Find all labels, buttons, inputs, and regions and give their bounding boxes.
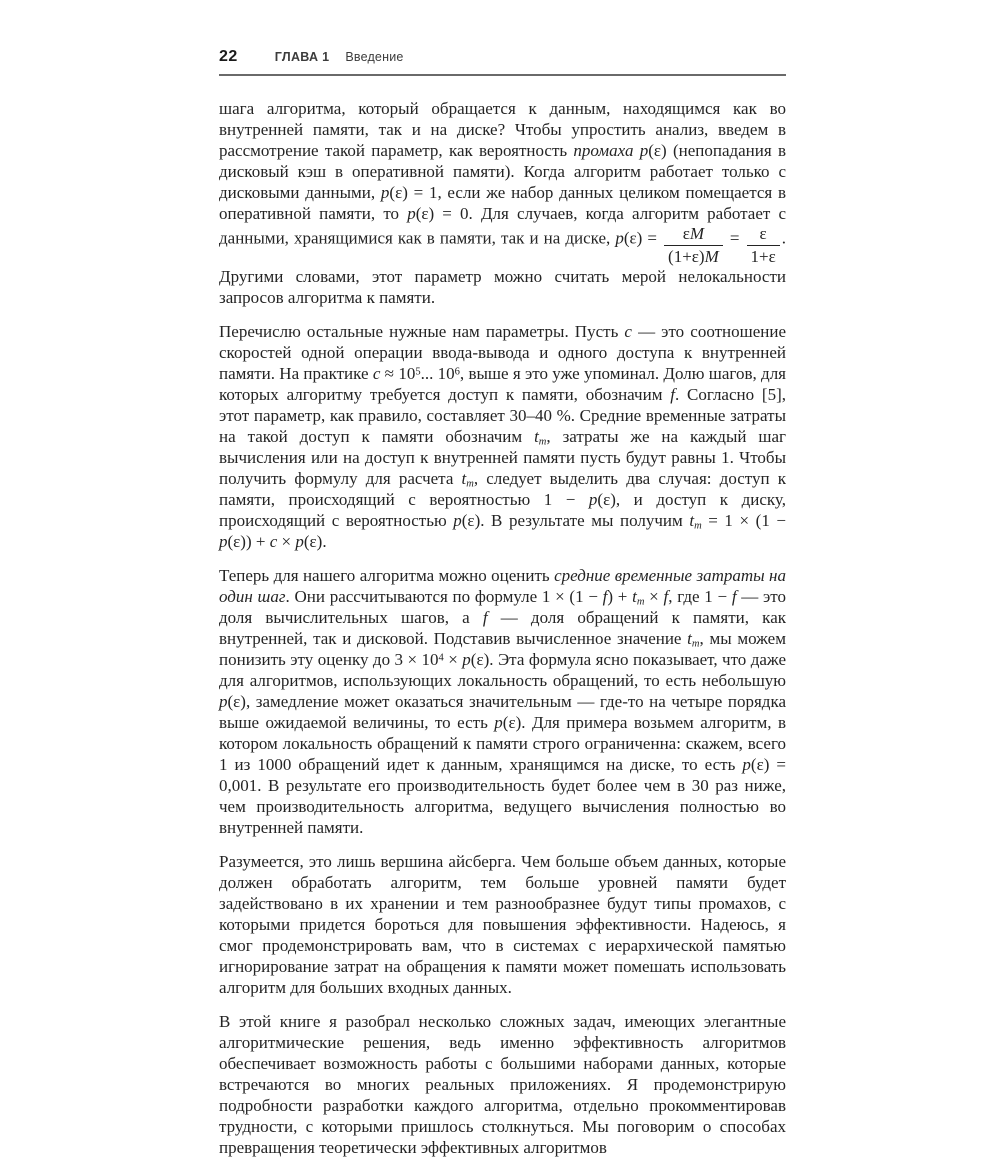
- text-column: [219, 0, 786, 1158]
- chapter-label: ГЛАВА 1: [274, 50, 330, 64]
- page-number: 22: [219, 48, 238, 65]
- page-body: [219, 98, 786, 1158]
- running-head: [219, 0, 786, 66]
- inline-fraction: $\frac{\varepsilon M}{(1+\varepsilon)M}$: [664, 224, 723, 266]
- paragraph-4: Разумеется, это лишь вершина айсберга. Чем больше объем данных, которые должен обработать алгоритм, тем больше уровней памяти будет задействовано в их хранении и тем разнообразнее будут типы промахов, с которыми придется бороться для повышения эффективности. Надеюсь, я смог продемонстрировать вам, что в системах с иерархической памятью игнорирование затрат на обращения к памяти может помешать использовать алгоритм для больших входных данных.: [219, 852, 786, 998]
- paragraph-5: В этой книге я разобрал несколько сложных задач, имеющих элегантные алгоритмические решения, ведь именно эффективность алгоритмов обеспечивает возможность работы с большими наборами данных, которые встречаются во многих реальных приложениях. Я продемонстрирую подробности разработки каждого алгоритма, отдельно прокомментировав трудности, с которыми пришлось столкнуться. Мы поговорим о способах превращения теоретически эффективных алгоритмов: [219, 1012, 786, 1158]
- paragraph-1: шага алгоритма, который обращается к данным, находящимся как во внутренней памяти, так и на диске? Чтобы упростить анализ, введем в рассмотрение такой параметр, как вероятность промаха p(ε) (непопадания в дисковый кэш в оперативной памяти). Когда алгоритм работает только с дисковыми данными, p(ε) = 1, если же набор данных целиком помещается в оперативной памяти, то p(ε) = 0. Для случаев, когда алгоритм работает с данными, хранящимися как в памяти, так и на диске, p(ε) = $\frac{\varepsilon M}{(1+\varepsilon)M}$ = $\frac{\varepsilon}{1+\varepsilon}$ . Другими словами, этот параметр можно считать мерой нелокальности запросов алгоритма к памяти.: [219, 99, 787, 308]
- paragraph-2: Перечислю остальные нужные нам параметры. Пусть c — это соотношение скоростей одной операции ввода-вывода и одного доступа к внутренней памяти. На практике $c \approx 10^5$... $10^6$, выше я это уже упоминал. Долю шагов, для которых алгоритму требуется доступ к памяти, обозначим f. Согласно [5], этот параметр, как правило, составляет 30–40 %. Средние временные затраты на такой доступ к памяти обозначим $t_m$, затраты же на каждый шаг вычисления или на доступ к внутренней памяти пусть будут равны 1. Чтобы получить формулу для расчета $t_m$, следует выделить два случая: доступ к памяти, происходящий с вероятностью 1 − p(ε), и доступ к диску, происходящий с вероятностью p(ε). В результате мы получим $t_m = 1 \times (1 - p(\varepsilon)) + c \times p(\varepsilon)$.: [219, 322, 787, 552]
- paragraph-3: Теперь для нашего алгоритма можно оценить средние временные затраты на один шаг. Они рассчитываются по формуле $1 \times (1 - f) + t_m \times f$, где 1 − f — это доля вычислительных шагов, а f — доля обращений к памяти, как внутренней, так и дисковой. Подставив вычисленное значение $t_m$, мы можем понизить эту оценку до $3 \times 10^4 \times p(\varepsilon)$. Эта формула ясно показывает, что даже для алгоритмов, использующих локальность обращений, то есть небольшую p(ε), замедление может оказаться значительным — где-то на четыре порядка выше ожидаемой величины, то есть p(ε). Для примера возьмем алгоритм, в котором локальность обращений к памяти строго ограниченна: скажем, всего 1 из 1000 обращений идет к данным, хранящимся на диске, то есть p(ε) = 0,001. В результате его производительность будет более чем в 30 раз ниже, чем производительность алгоритма, ведущего вычисления полностью во внутренней памяти.: [219, 566, 787, 838]
- section-title: Введение: [345, 50, 404, 64]
- inline-fraction: $\frac{\varepsilon}{1+\varepsilon}$: [747, 224, 780, 266]
- header-divider: [219, 74, 786, 76]
